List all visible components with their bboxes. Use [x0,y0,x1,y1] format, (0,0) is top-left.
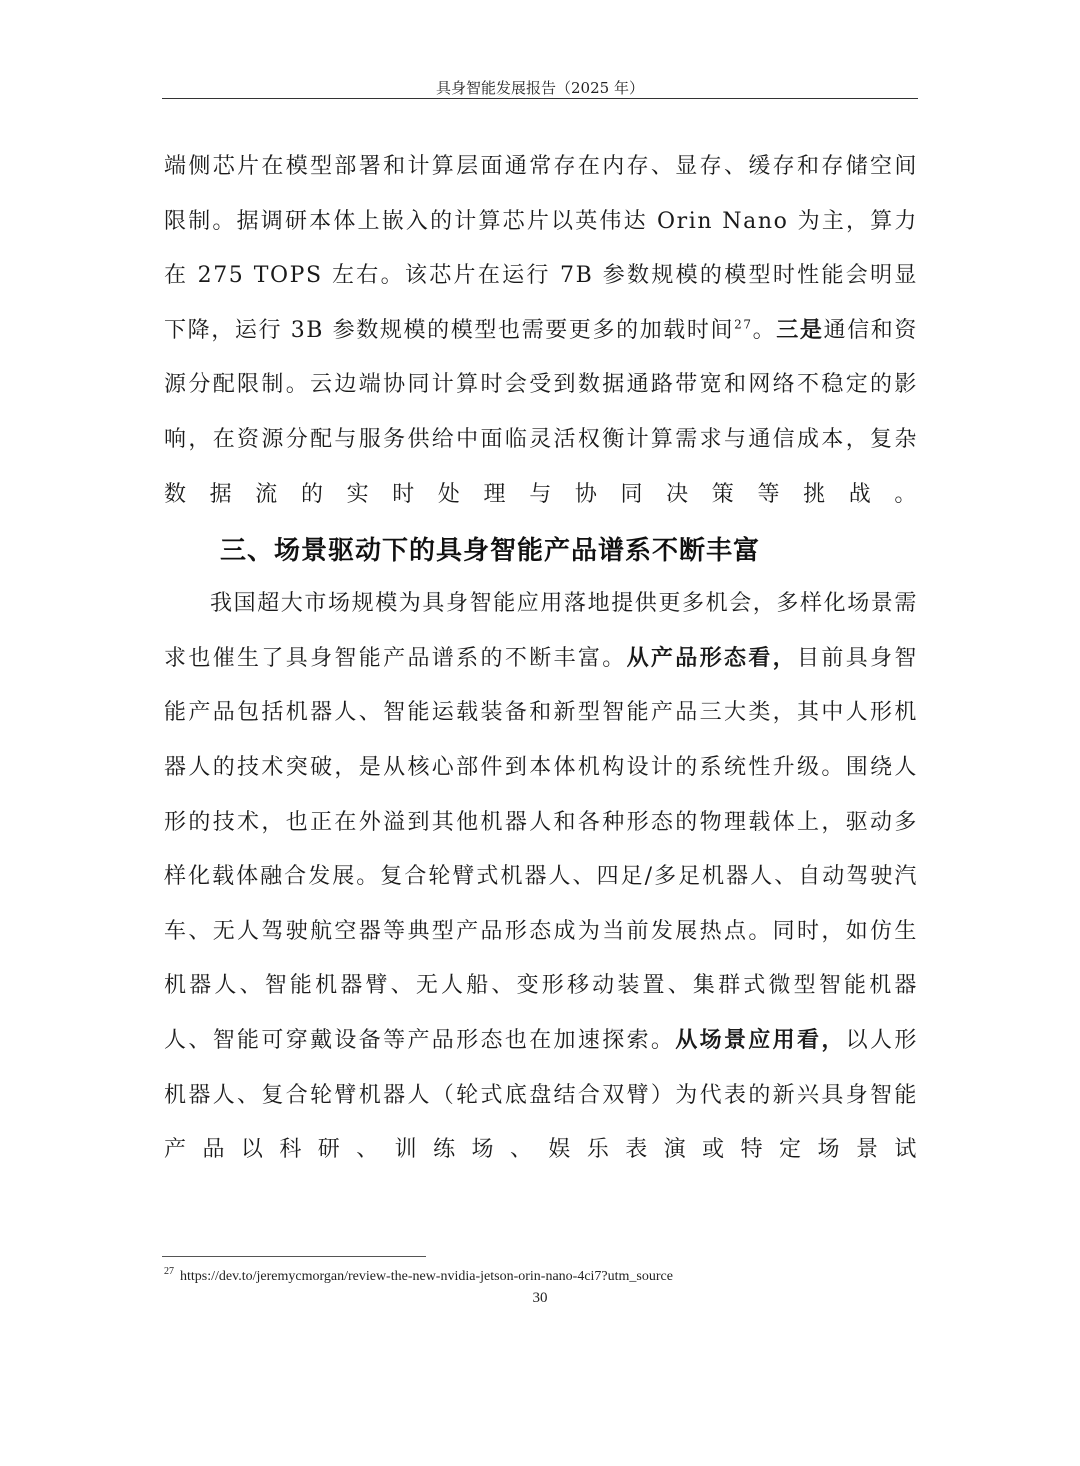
paragraph-text: 以人形机器人、复合轮臂机器人（轮式底盘结合双臂）为代表的新兴具身智能产品以科研、训练场、娱乐表演或特定场景试 [164,1027,918,1163]
page-number: 30 [532,1290,548,1306]
footnote [164,1268,918,1286]
header-rule [162,98,918,99]
emphasis-text: 从产品形态看， [626,645,797,671]
paragraph-text: 端侧芯片在模型部署和计算层面通常存在内存、显存、缓存和存储空间限制。据调研本体上嵌入的计算芯片以英伟达 Orin Nano 为主，算力在 275 TOPS 左右。该芯片在运行 7B 参数规模的模型时性能会明显下降，运行 3B 参数规模的模型也需要更多的加载时间 [164,154,918,343]
paragraph-continued [164,140,918,522]
emphasis-text: 三是 [776,317,824,343]
footnote-rule [162,1256,426,1257]
paragraph-text: 我国超大市场规模为具身智能应用落地提供更多机会，多样化场景需求也催生了具身智能产品谱系的不断丰富。 [164,591,919,671]
body-text [164,140,918,1178]
paragraph-text: 目前具身智能产品包括机器人、智能运载装备和新型智能产品三大类，其中人形机器人的技术突破，是从核心部件到本体机构设计的系统性升级。围绕人形的技术，也正在外溢到其他机器人和各种形态的物理载体上，驱动多样化载体融合发展。复合轮臂式机器人、四足/多足机器人、自动驾驶汽车、无人驾驶航空器等典型产品形态成为当前发展热点。同时，如仿生机器人、智能机器臂、无人船、变形移动装置、集群式微型智能机器人、智能可穿戴设备等产品形态也在加速探索。 [164,645,918,1053]
section-heading: 三、场景驱动下的具身智能产品谱系不断丰富 [220,536,761,567]
paragraph-section-intro [164,577,918,1178]
paragraph-text: 。 [752,317,777,343]
running-header: 具身智能发展报告（2025 年） [436,79,644,97]
emphasis-text: 从场景应用看， [675,1027,846,1053]
footnote-number: 27 [164,1266,174,1278]
footnote-url[interactable]: https://dev.to/jeremycmorgan/review-the-new-nvidia-jetson-orin-nano-4ci7?utm_source [180,1269,673,1284]
footnote-ref: 27 [734,317,753,332]
paragraph-text: 通信和资源分配限制。云边端协同计算时会受到数据通路带宽和网络不稳定的影响，在资源分配与服务供给中面临灵活权衡计算需求与通信成本，复杂数据流的实时处理与协同决策等挑战。 [164,317,918,507]
